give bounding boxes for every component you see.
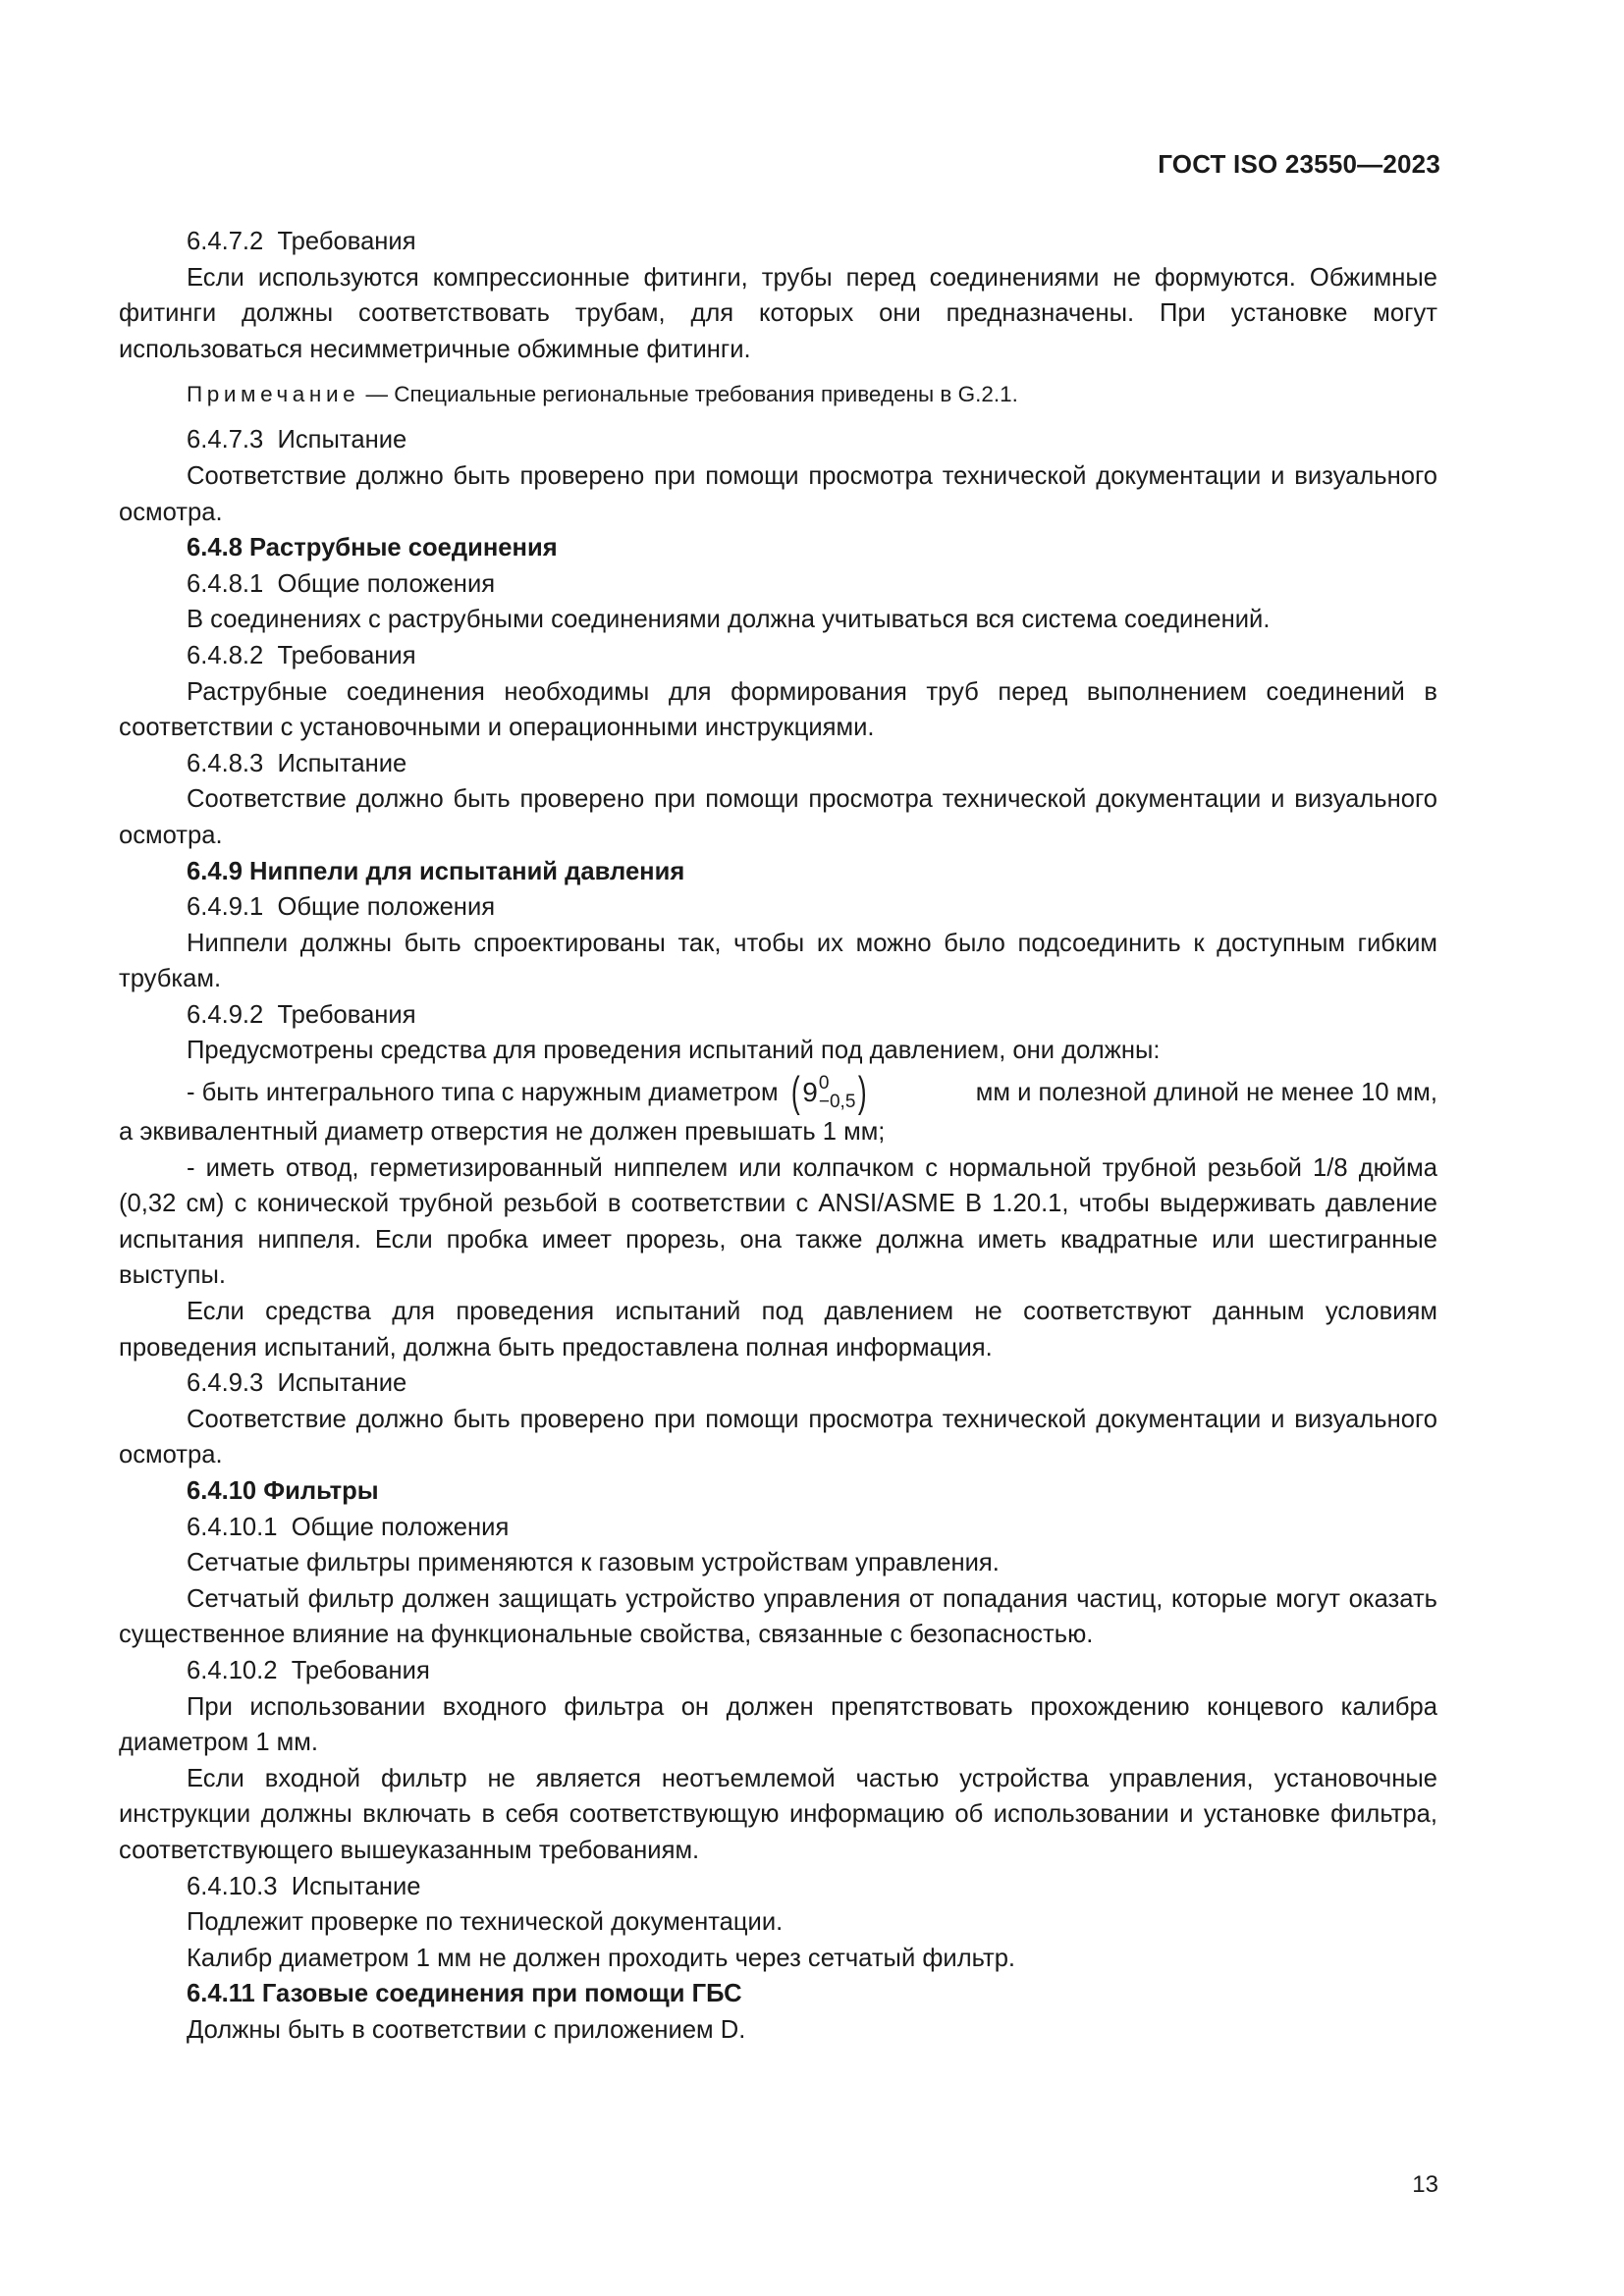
document-code-header: ГОСТ ISO 23550—2023 [1158,149,1440,179]
list-item-tail: мм и полезной длиной не менее 10 мм, [975,1078,1437,1106]
list-item-lead: - быть интегрального типа с наружным диаметром [187,1078,779,1106]
clause-6-4-7-3-title: 6.4.7.3 Испытание [187,426,407,454]
clause-6-4-8-1-text: В соединениях с раструбными соединениями должна учитываться вся система соединений. [187,606,1271,634]
clause-6-4-9-2-text: Если средства для проведения испытаний под давлением не соответствуют данным условиям проведения испытаний, должна быть предоставлена полная информация. [119,1298,1437,1362]
note-text: — Специальные региональные требования приведены в G.2.1. [359,382,1018,407]
clause-6-4-9-heading: 6.4.9 Ниппели для испытаний давления [187,857,685,885]
formula-tolerances [819,1074,856,1111]
left-paren: ( [790,1068,800,1117]
clause-6-4-8-3-title: 6.4.8.3 Испытание [187,749,407,777]
clause-6-4-11-text: Должны быть в соответствии с приложением D. [187,2015,746,2044]
clause-6-4-9-2-intro: Предусмотрены средства для проведения испытаний под давлением, они должны: [187,1037,1161,1065]
clause-6-4-10-2-title: 6.4.10.2 Требования [187,1656,430,1684]
clause-6-4-9-3-text: Соответствие должно быть проверено при помощи просмотра технической документации и визуального осмотра. [119,1405,1437,1469]
right-paren: ) [858,1068,868,1117]
list-item-outlet: - иметь отвод, герметизированный ниппелем или колпачком с нормальной трубной резьбой 1/8 дюйма (0,32 см) с конической трубной резьбой в соответствии с ANSI/ASME B 1.20.1, чтобы выдерживать давление испытания ниппеля. Если пробка имеет прорезь, она также должна иметь квадратные или шестигранные выступы. [119,1153,1437,1290]
diameter-tolerance-formula [788,1068,870,1117]
clause-6-4-8-2-text: Раструбные соединения необходимы для формирования труб перед выполнением соединений в соответствии с установочными и операционными инструкциями. [119,677,1437,742]
clause-6-4-7-2-title: 6.4.7.2 Требования [187,228,416,255]
clause-6-4-7-2-text: Если используются компрессионные фитинги, трубы перед соединениями не формуются. Обжимные фитинги должны соответствовать трубам, для которых они предназначены. При установке могут использоваться несимметричные обжимные фитинги. [119,263,1437,363]
clause-6-4-8-heading: 6.4.8 Раструбные соединения [187,534,558,562]
list-item-integral-type [119,1068,1437,1117]
list-item-continuation: а эквивалентный диаметр отверстия не должен превышать 1 мм; [119,1118,886,1147]
clause-6-4-9-1-text: Ниппели должны быть спроектированы так, чтобы их можно было подсоединить к доступным гибким трубкам. [119,929,1437,993]
clause-6-4-11-heading: 6.4.11 Газовые соединения при помощи ГБС [187,1980,742,2008]
clause-6-4-10-1-text-1: Сетчатые фильтры применяются к газовым устройствам управления. [187,1549,1000,1577]
clause-6-4-7-3-text: Соответствие должно быть проверено при помощи просмотра технической документации и визуального осмотра. [119,461,1437,526]
formula-base: 9 [802,1076,818,1107]
clause-6-4-9-1-title: 6.4.9.1 Общие положения [187,893,496,922]
clause-6-4-10-heading: 6.4.10 Фильтры [187,1477,379,1505]
clause-6-4-10-1-title: 6.4.10.1 Общие положения [187,1513,510,1541]
note [119,379,1437,410]
clause-6-4-8-1-title: 6.4.8.1 Общие положения [187,569,496,598]
clause-6-4-10-2-text-2: Если входной фильтр не является неотъемлемой частью устройства управления, установочные инструкции должны включать в себя соответствующую информацию об использовании и установке фильтра, соответствующего вышеуказанным требованиям. [119,1764,1437,1864]
clause-6-4-10-2-text-1: При использовании входного фильтра он должен препятствовать прохождению концевого калибра диаметром 1 мм. [119,1692,1437,1757]
clause-6-4-10-1-text-2: Сетчатый фильтр должен защищать устройство управления от попадания частиц, которые могут оказать существенное влияние на функциональные свойства, связанные с безопасностью. [119,1584,1437,1649]
clause-6-4-10-3-text-1: Подлежит проверке по технической документации. [187,1908,784,1937]
clause-6-4-10-3-title: 6.4.10.3 Испытание [187,1872,421,1900]
clause-6-4-9-3-title: 6.4.9.3 Испытание [187,1369,407,1398]
formula-upper-tolerance: 0 [818,1073,830,1095]
document-body [119,224,1437,2049]
formula-lower-tolerance: −0,5 [818,1092,856,1113]
note-label: Примечание [187,382,360,407]
clause-6-4-10-3-text-2: Калибр диаметром 1 мм не должен проходить через сетчатый фильтр. [187,1944,1016,1972]
page-number: 13 [1412,2171,1438,2198]
clause-6-4-8-2-title: 6.4.8.2 Требования [187,641,416,669]
clause-6-4-8-3-text: Соответствие должно быть проверено при помощи просмотра технической документации и визуального осмотра. [119,785,1437,849]
clause-6-4-9-2-title: 6.4.9.2 Требования [187,1000,416,1029]
